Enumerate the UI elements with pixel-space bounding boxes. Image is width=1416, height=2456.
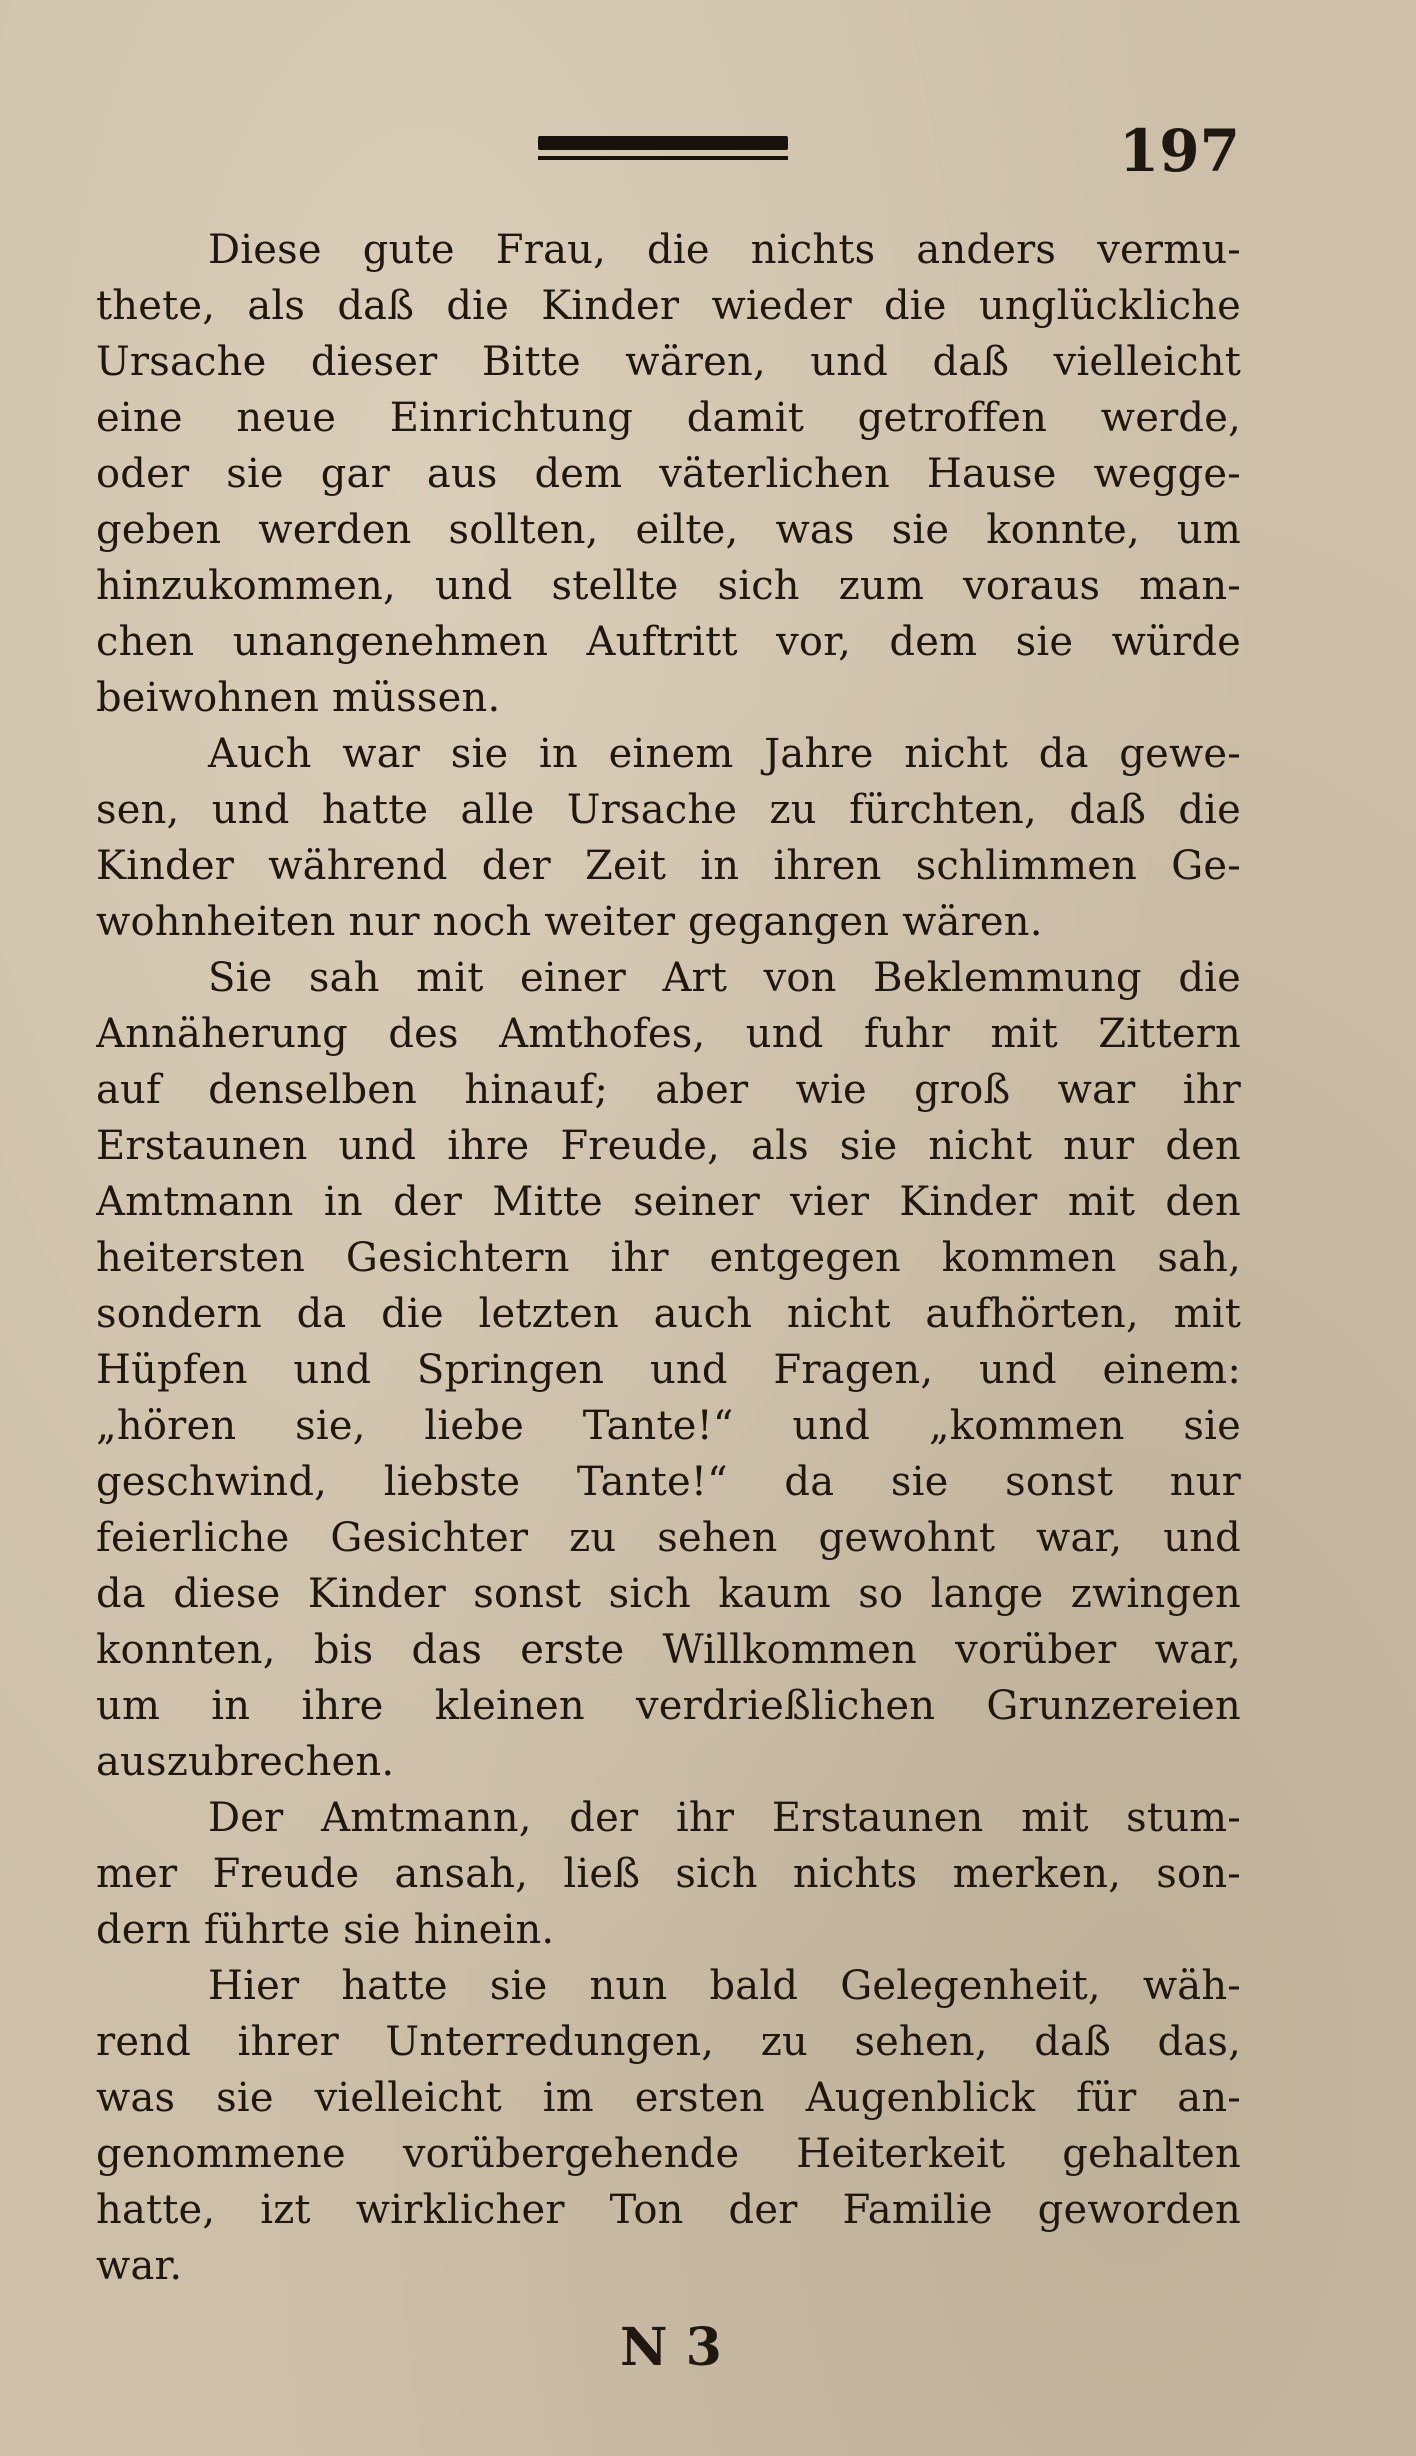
text-line: konnten, bis das erste Willkommen vorüber war, (96, 1627, 1241, 1673)
text-line: sen, und hatte alle Ursache zu fürchten, daß die (96, 787, 1241, 833)
header-rule-thin (538, 156, 788, 160)
text-line: beiwohnen müssen. (96, 675, 501, 721)
page-number: 197 (1118, 117, 1240, 185)
text-line: mer Freude ansah, ließ sich nichts merken, son- (96, 1851, 1241, 1897)
text-line: Hier hatte sie nun bald Gelegenheit, wäh- (208, 1963, 1241, 2009)
text-line: dern führte sie hinein. (96, 1907, 555, 1953)
text-line: geben werden sollten, eilte, was sie konnte, um (96, 507, 1241, 553)
header-rule-thick (538, 136, 788, 150)
text-line: um in ihre kleinen verdrießlichen Grunzereien (96, 1683, 1241, 1729)
text-line: chen unangenehmen Auftritt vor, dem sie würde (96, 619, 1241, 665)
text-line: war. (96, 2243, 183, 2289)
text-line: was sie vielleicht im ersten Augenblick für an- (96, 2075, 1241, 2121)
text-line: rend ihrer Unterredungen, zu sehen, daß das, (96, 2019, 1241, 2065)
signature-mark: N 3 (620, 2317, 722, 2378)
text-line: hatte, izt wirklicher Ton der Familie geworden (96, 2187, 1241, 2233)
text-line: thete, als daß die Kinder wieder die unglückliche (96, 283, 1241, 329)
text-line: heitersten Gesichtern ihr entgegen kommen sah, (96, 1235, 1241, 1281)
text-line: Diese gute Frau, die nichts anders vermu- (208, 227, 1241, 273)
text-line: Auch war sie in einem Jahre nicht da gewe- (208, 731, 1241, 777)
text-line: Erstaunen und ihre Freude, als sie nicht nur den (96, 1123, 1241, 1169)
text-line: feierliche Gesichter zu sehen gewohnt war, und (96, 1515, 1241, 1561)
text-line: Annäherung des Amthofes, und fuhr mit Zittern (96, 1011, 1241, 1057)
text-line: Sie sah mit einer Art von Beklemmung die (208, 955, 1241, 1001)
text-line: da diese Kinder sonst sich kaum so lange zwingen (96, 1571, 1241, 1617)
text-line: „hören sie, liebe Tante!“ und „kommen sie (96, 1403, 1241, 1449)
text-line: sondern da die letzten auch nicht aufhörten, mit (96, 1291, 1241, 1337)
text-line: hinzukommen, und stellte sich zum voraus man- (96, 563, 1241, 609)
text-line: auf denselben hinauf; aber wie groß war ihr (96, 1067, 1241, 1113)
text-line: geschwind, liebste Tante!“ da sie sonst nur (96, 1459, 1241, 1505)
body-text (96, 222, 1241, 2294)
text-line: Ursache dieser Bitte wären, und daß vielleicht (96, 339, 1241, 385)
header-rule (538, 136, 788, 162)
text-line: eine neue Einrichtung damit getroffen werde, (96, 395, 1241, 441)
text-line: auszubrechen. (96, 1739, 395, 1785)
text-line: Kinder während der Zeit in ihren schlimmen Ge- (96, 843, 1241, 889)
text-line: wohnheiten nur noch weiter gegangen wären. (96, 899, 1043, 945)
text-line: Der Amtmann, der ihr Erstaunen mit stum- (208, 1795, 1241, 1841)
text-line: genommene vorübergehende Heiterkeit gehalten (96, 2131, 1241, 2177)
text-line: oder sie gar aus dem väterlichen Hause wegge- (96, 451, 1241, 497)
text-line: Hüpfen und Springen und Fragen, und einem: (96, 1347, 1241, 1393)
text-line: Amtmann in der Mitte seiner vier Kinder mit den (96, 1179, 1241, 1225)
